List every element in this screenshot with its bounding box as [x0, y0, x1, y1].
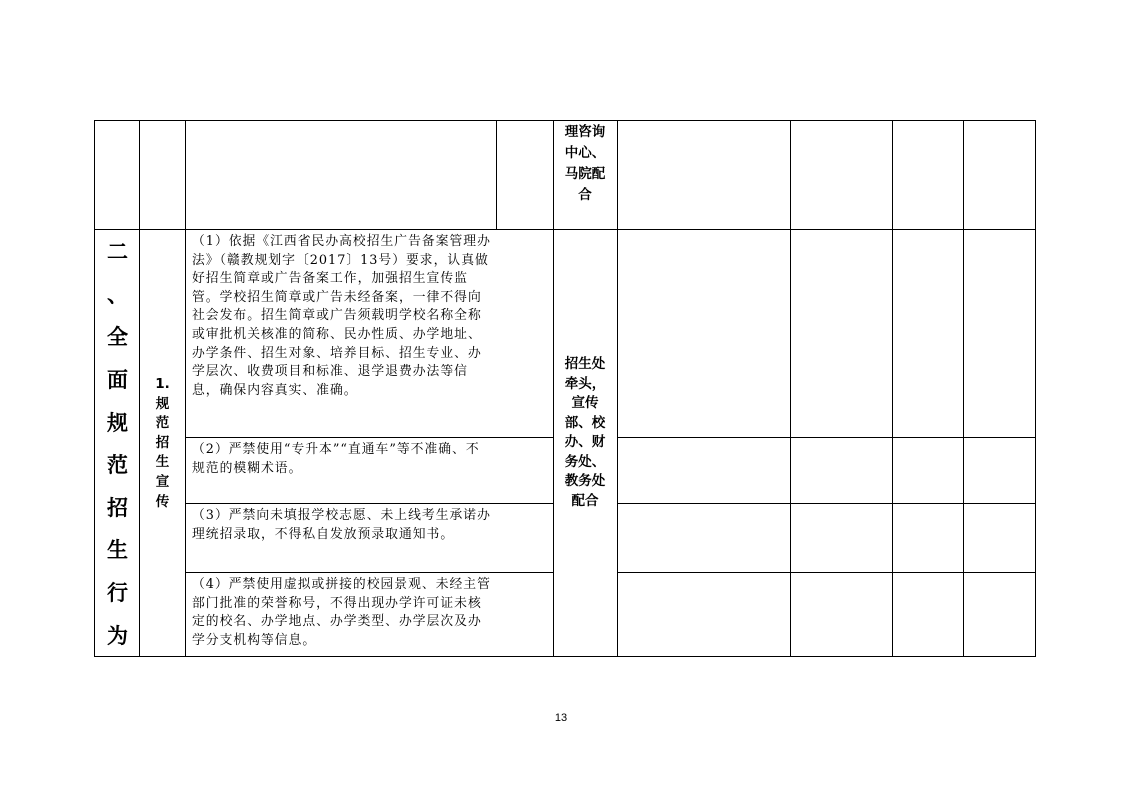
column-divider [892, 120, 893, 657]
table-border-top [94, 120, 1036, 121]
section-title-char: 全 [107, 325, 128, 350]
section-title-char: 招 [107, 495, 128, 520]
table-border-left [94, 120, 95, 657]
column-divider [496, 120, 497, 230]
section-title-char: 、 [107, 282, 128, 307]
item-title-char: 宣 [155, 473, 170, 490]
item-title-char: 规 [155, 395, 170, 412]
right-column-divider [617, 503, 1036, 504]
section-title-char: 范 [107, 453, 128, 478]
requirement-4 [186, 573, 496, 650]
item-title-char: 范 [155, 415, 170, 432]
column-divider [963, 120, 964, 657]
item-title [140, 375, 185, 512]
requirement-text: （1）依据《江西省民办高校招生广告备案管理办法》（赣教规划字〔2017〕13号）要求，认真做好招生简章或广告备案工作，加强招生宣传监管。学校招生简章或广告未经备案，一律不得向社会发布。招生简章或广告须载明学校名称全称或审批机关核准的简称、民办性质、办学地址、办学条件、招生对象、培养目标、招生专业、办学层次、收费项目和标准、退学退费办法等信息，确保内容真实、准确。 [192, 234, 491, 398]
requirement-3 [186, 504, 496, 544]
item-title-char: 1. [155, 376, 170, 392]
requirement-2 [186, 438, 496, 478]
item-title-char: 生 [155, 454, 170, 471]
requirement-1 [186, 230, 496, 400]
top-row-responsibility [561, 122, 609, 206]
section-title-char: 生 [107, 538, 128, 563]
column-divider [617, 120, 618, 657]
section-title-char: 规 [107, 410, 128, 435]
item-title-char: 招 [155, 434, 170, 451]
section-responsibility [559, 355, 611, 511]
page-number: 13 [554, 712, 568, 724]
column-divider [790, 120, 791, 657]
section-title [96, 230, 139, 656]
section-title-char: 为 [107, 623, 128, 648]
table-border-right [1035, 120, 1036, 657]
section-title-char: 行 [107, 581, 128, 606]
item-title-char: 传 [155, 493, 170, 510]
right-column-divider [617, 572, 1036, 573]
requirement-text: （4）严禁使用虚拟或拼接的校园景观、未经主管部门批准的荣誉称号，不得出现办学许可证未核定的校名、办学地点、办学类型、办学层次及办学分支机构等信息。 [192, 577, 491, 648]
requirement-text: （3）严禁向未填报学校志愿、未上线考生承诺办理统招录取，不得私自发放预录取通知书。 [192, 508, 491, 542]
section-title-char: 二 [107, 240, 128, 265]
right-column-divider [617, 437, 1036, 438]
responsibility-text: 招生处牵头，宣传部、校办、财务处、教务处配合 [564, 356, 606, 509]
section-title-char: 面 [107, 368, 128, 393]
responsibility-text: 理咨询中心、马院配合 [564, 124, 606, 203]
requirement-text: （2）严禁使用“专升本”“直通车”等不准确、不规范的模糊术语。 [192, 442, 480, 476]
table-border-bottom [94, 656, 1036, 657]
column-divider [553, 120, 554, 657]
